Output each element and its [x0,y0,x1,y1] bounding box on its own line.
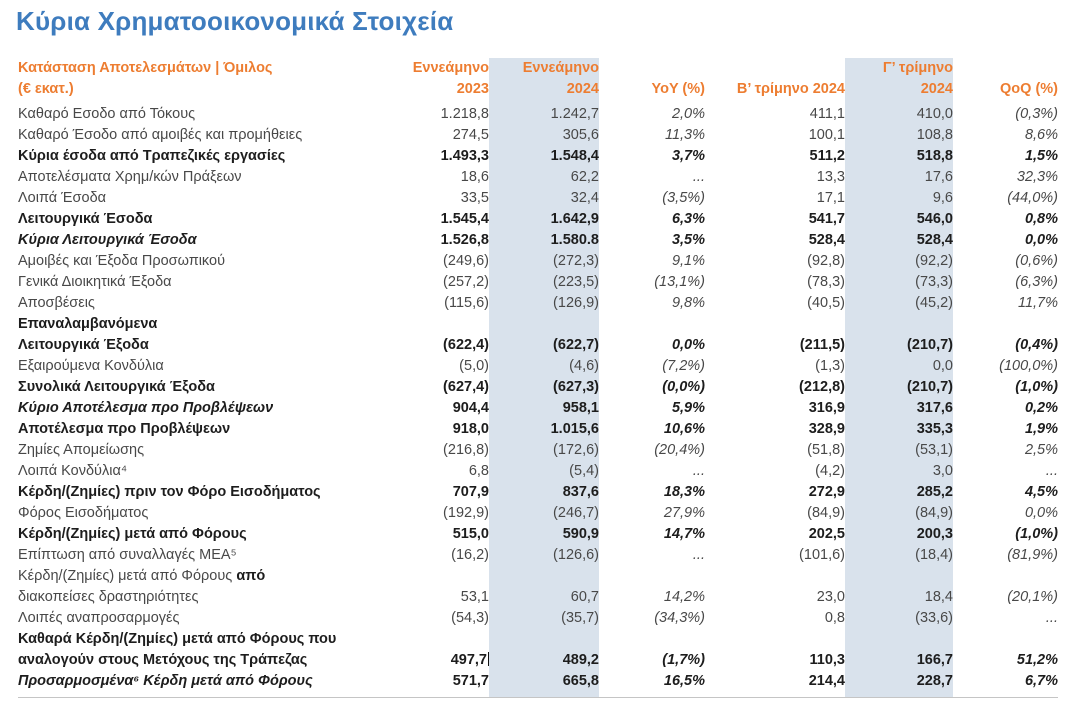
value-cell: (13,1%) [654,274,705,290]
value-cell: 1.580.8 [489,230,599,251]
row-label: Αποσβέσεις [18,295,95,311]
value-cell: 328,9 [808,421,845,437]
value-cell: ... [1045,463,1058,479]
value-cell: 33,5 [460,190,489,206]
row-label: Κύριο Αποτέλεσμα προ Προβλέψεων [18,400,274,416]
value-cell: 100,1 [808,127,845,143]
value-cell: 228,7 [845,671,953,698]
value-cell: (101,6) [799,547,845,563]
value-cell: 0,8% [1024,211,1058,227]
table-row [18,482,1058,503]
table-row [18,419,1058,440]
value-cell: (3,5%) [662,190,705,206]
table-row [18,377,1058,398]
value-cell: (78,3) [807,274,845,290]
value-cell: 518,8 [845,146,953,167]
table-row [18,629,1058,671]
value-cell: 541,7 [808,211,845,227]
value-cell: (216,8) [443,442,489,458]
value-cell: (53,1) [845,440,953,461]
value-cell: 1.545,4 [440,211,489,227]
row-label: Γενικά Διοικητικά Έξοδα [18,274,172,290]
value-cell: 665,8 [489,671,599,698]
row-label: Συνολικά Λειτουργικά Έξοδα [18,379,215,395]
value-cell: (81,9%) [1007,547,1058,563]
column-header: Εννεάμηνο 2024 [489,58,599,104]
value-cell: (1,3) [815,358,845,374]
value-cell: 272,9 [808,484,845,500]
value-cell: (622,4) [443,337,489,353]
value-cell: (192,9) [443,505,489,521]
value-cell: 1.493,3 [440,148,489,164]
value-cell: (0,4%) [1015,337,1058,353]
header-row [18,58,1058,104]
value-cell: (5,0) [459,358,489,374]
value-cell: (5,4) [489,461,599,482]
value-cell: 411,1 [809,106,845,122]
value-cell: (126,6) [489,545,599,566]
value-cell: (223,5) [489,272,599,293]
value-cell: 4,5% [1024,484,1058,500]
value-cell: (73,3) [845,272,953,293]
value-cell: 590,9 [489,524,599,545]
column-header: Β’ τρίμηνο 2024 [736,81,845,97]
row-label: Καθαρά Κέρδη/(Ζημίες) μετά από Φόρους που αναλογούν στους Μετόχους της Τράπεζας [18,631,337,668]
value-cell: (4,6) [489,356,599,377]
value-cell: (211,5) [799,337,845,353]
table-row [18,524,1058,545]
row-label: Κέρδη/(Ζημίες) πριν τον Φόρο Εισοδήματος [18,484,321,500]
table-row [18,272,1058,293]
row-label: Κέρδη/(Ζημίες) μετά από Φόρους [18,526,247,542]
value-cell: 497,7 [450,652,487,668]
row-label: Αποτελέσματα Χρημ/κών Πράξεων [18,169,242,185]
table-row [18,293,1058,314]
table-row [18,251,1058,272]
row-label: Καθαρό Έσοδο από αμοιβές και προμήθειες [18,127,303,143]
value-cell: 317,6 [845,398,953,419]
value-cell: 1,9% [1024,421,1058,437]
value-cell: (33,6) [845,608,953,629]
value-cell: (54,3) [451,610,489,626]
value-cell: 5,9% [671,400,705,416]
value-cell: 305,6 [489,125,599,146]
value-cell: 528,4 [808,232,845,248]
value-cell: 9,6 [845,188,953,209]
row-label: Καθαρό Εσοδο από Τόκους [18,106,196,122]
value-cell: ... [692,547,705,563]
row-label: Εξαιρούμενα Κονδύλια [18,358,164,374]
value-cell: (0,0%) [662,379,705,395]
table-row [18,167,1058,188]
value-cell: 1,5% [1024,148,1058,164]
value-cell: 9,8% [671,295,705,311]
value-cell: 18,4 [845,566,953,608]
value-cell: 18,6 [460,169,489,185]
table-caption-line2: (€ εκατ.) [18,81,74,97]
value-cell: 489,2 [489,629,599,671]
value-cell: (212,8) [799,379,845,395]
row-label: Προσαρμοσμένα⁶ Κέρδη μετά από Φόρους [18,673,313,689]
value-cell: (1,0%) [1015,526,1058,542]
row-label: Λειτουργικά Έσοδα [18,211,153,227]
value-cell: 214,4 [808,673,845,689]
value-cell: 11,3% [664,127,705,143]
value-cell: 27,9% [663,505,705,521]
value-cell: 23,0 [816,589,845,605]
value-cell: 11,7% [1017,295,1058,311]
value-cell: (40,5) [807,295,845,311]
value-cell: 2,0% [671,106,705,122]
value-cell: (44,0%) [1007,190,1058,206]
value-cell: 13,3 [816,169,845,185]
table-row [18,188,1058,209]
value-cell: (115,6) [444,295,489,311]
row-label: Φόρος Εισοδήματος [18,505,149,521]
value-cell: 335,3 [845,419,953,440]
value-cell: 166,7 [845,629,953,671]
value-cell: ... [1045,610,1058,626]
value-cell: (246,7) [489,503,599,524]
value-cell: 3,5% [671,232,705,248]
value-cell: (627,4) [443,379,489,395]
value-cell: 571,7 [452,673,489,689]
table-row [18,440,1058,461]
value-cell: 546,0 [845,209,953,230]
row-label: Αμοιβές και Έξοδα Προσωπικού [18,253,226,269]
page-title: Κύρια Χρηματοοικονομικά Στοιχεία [16,6,454,36]
value-cell: 410,0 [845,104,953,125]
value-cell: 511,2 [809,148,845,164]
value-cell: (172,6) [489,440,599,461]
row-label: Κέρδη/(Ζημίες) μετά από Φόρους από διακοπείσες δραστηριότητες [18,568,266,605]
table-row [18,566,1058,608]
column-header: YoY (%) [651,81,705,97]
value-cell: (210,7) [845,377,953,398]
value-cell: 904,4 [452,400,489,416]
table-row [18,545,1058,566]
value-cell: 1.526,8 [440,232,489,248]
row-label: Λοιπές αναπροσαρμογές [18,610,180,626]
value-cell: 17,1 [816,190,845,206]
value-cell: (51,8) [807,442,845,458]
value-cell: ... [692,169,705,185]
value-cell: (84,9) [845,503,953,524]
value-cell: (92,8) [807,253,845,269]
value-cell: (6,3%) [1015,274,1058,290]
table-row [18,608,1058,629]
value-cell: 528,4 [845,230,953,251]
table-caption-line1: Κατάσταση Αποτελεσμάτων | Όμιλος [18,60,273,76]
value-cell: (45,2) [845,293,953,314]
value-cell: (18,4) [845,545,953,566]
row-label: Επίπτωση από συναλλαγές ΜΕΑ⁵ [18,547,237,563]
row-label: Λοιπά Κονδύλια⁴ [18,463,128,479]
value-cell: 958,1 [489,398,599,419]
value-cell: (20,4%) [654,442,705,458]
value-cell: (0,3%) [1015,106,1058,122]
value-cell: 8,6% [1024,127,1058,143]
value-cell: (92,2) [845,251,953,272]
value-cell: 53,1 [460,589,489,605]
value-cell: 316,9 [808,400,845,416]
value-cell: 0,2% [1024,400,1058,416]
value-cell: 14,7% [663,526,705,542]
value-cell: 274,5 [452,127,489,143]
value-cell: 0,0% [671,337,705,353]
value-cell: (20,1%) [1007,589,1058,605]
value-cell: 1.242,7 [489,104,599,125]
value-cell: 3,7% [671,148,705,164]
value-cell: 0,0 [845,356,953,377]
text-cursor [488,652,489,666]
value-cell: 1.548,4 [489,146,599,167]
value-cell: 202,5 [808,526,845,542]
value-cell: (249,6) [443,253,489,269]
value-cell: 707,9 [452,484,489,500]
table-body [18,104,1058,698]
table-row [18,503,1058,524]
table-row [18,104,1058,125]
value-cell: 3,0 [845,461,953,482]
value-cell: 62,2 [489,167,599,188]
column-header: Εννεάμηνο 2023 [412,60,489,97]
value-cell: 16,5% [663,673,705,689]
value-cell: (34,3%) [654,610,705,626]
value-cell: 6,3% [671,211,705,227]
value-cell: 110,3 [809,652,845,668]
value-cell: 17,6 [845,167,953,188]
value-cell: 2,5% [1024,442,1058,458]
value-cell: 1.642,9 [489,209,599,230]
value-cell: (272,3) [489,251,599,272]
value-cell: (4,2) [815,463,845,479]
value-cell: 14,2% [663,589,705,605]
value-cell: (126,9) [489,293,599,314]
value-cell: 918,0 [452,421,489,437]
table-row [18,146,1058,167]
value-cell: 515,0 [452,526,489,542]
table-row [18,671,1058,698]
value-cell: 51,2% [1016,652,1058,668]
value-cell: 200,3 [845,524,953,545]
row-label: Κύρια έσοδα από Τραπεζικές εργασίες [18,148,286,164]
value-cell: (210,7) [845,314,953,356]
value-cell: 0,0% [1024,232,1058,248]
table-row [18,314,1058,356]
value-cell: 1.218,8 [440,106,489,122]
value-cell: 18,3% [663,484,705,500]
table-row [18,125,1058,146]
value-cell: 32,4 [489,188,599,209]
value-cell: (100,0%) [999,358,1058,374]
value-cell: (257,2) [443,274,489,290]
financial-table [18,58,1058,698]
table-row [18,230,1058,251]
value-cell: 6,7% [1024,673,1058,689]
value-cell: (16,2) [451,547,489,563]
table-row [18,209,1058,230]
row-label: Κύρια Λειτουργικά Έσοδα [18,232,197,248]
value-cell: (1,7%) [662,652,705,668]
value-cell: (35,7) [489,608,599,629]
value-cell: 837,6 [489,482,599,503]
value-cell: 60,7 [489,566,599,608]
value-cell: (0,6%) [1015,253,1058,269]
value-cell: 9,1% [671,253,705,269]
row-label: Επαναλαμβανόμενα Λειτουργικά Έξοδα [18,316,158,353]
column-header: QoQ (%) [1000,81,1058,97]
table-header [18,58,1058,104]
value-cell: (622,7) [489,314,599,356]
value-cell: 10,6% [663,421,705,437]
row-label: Λοιπά Έσοδα [18,190,107,206]
table-row [18,356,1058,377]
table-row [18,398,1058,419]
value-cell: 32,3% [1016,169,1058,185]
table-caption-cell [18,58,390,104]
row-label: Ζημίες Απομείωσης [18,442,145,458]
value-cell: 108,8 [845,125,953,146]
value-cell: 285,2 [845,482,953,503]
value-cell: 6,8 [468,463,489,479]
value-cell: (1,0%) [1015,379,1058,395]
column-header: Γ’ τρίμηνο 2024 [845,58,953,104]
value-cell: 1.015,6 [489,419,599,440]
row-label: Αποτέλεσμα προ Προβλέψεων [18,421,231,437]
value-cell: (84,9) [807,505,845,521]
value-cell: ... [692,463,705,479]
value-cell: 0,8 [824,610,845,626]
value-cell: (627,3) [489,377,599,398]
value-cell: 0,0% [1024,505,1058,521]
value-cell: (7,2%) [662,358,705,374]
table-row [18,461,1058,482]
